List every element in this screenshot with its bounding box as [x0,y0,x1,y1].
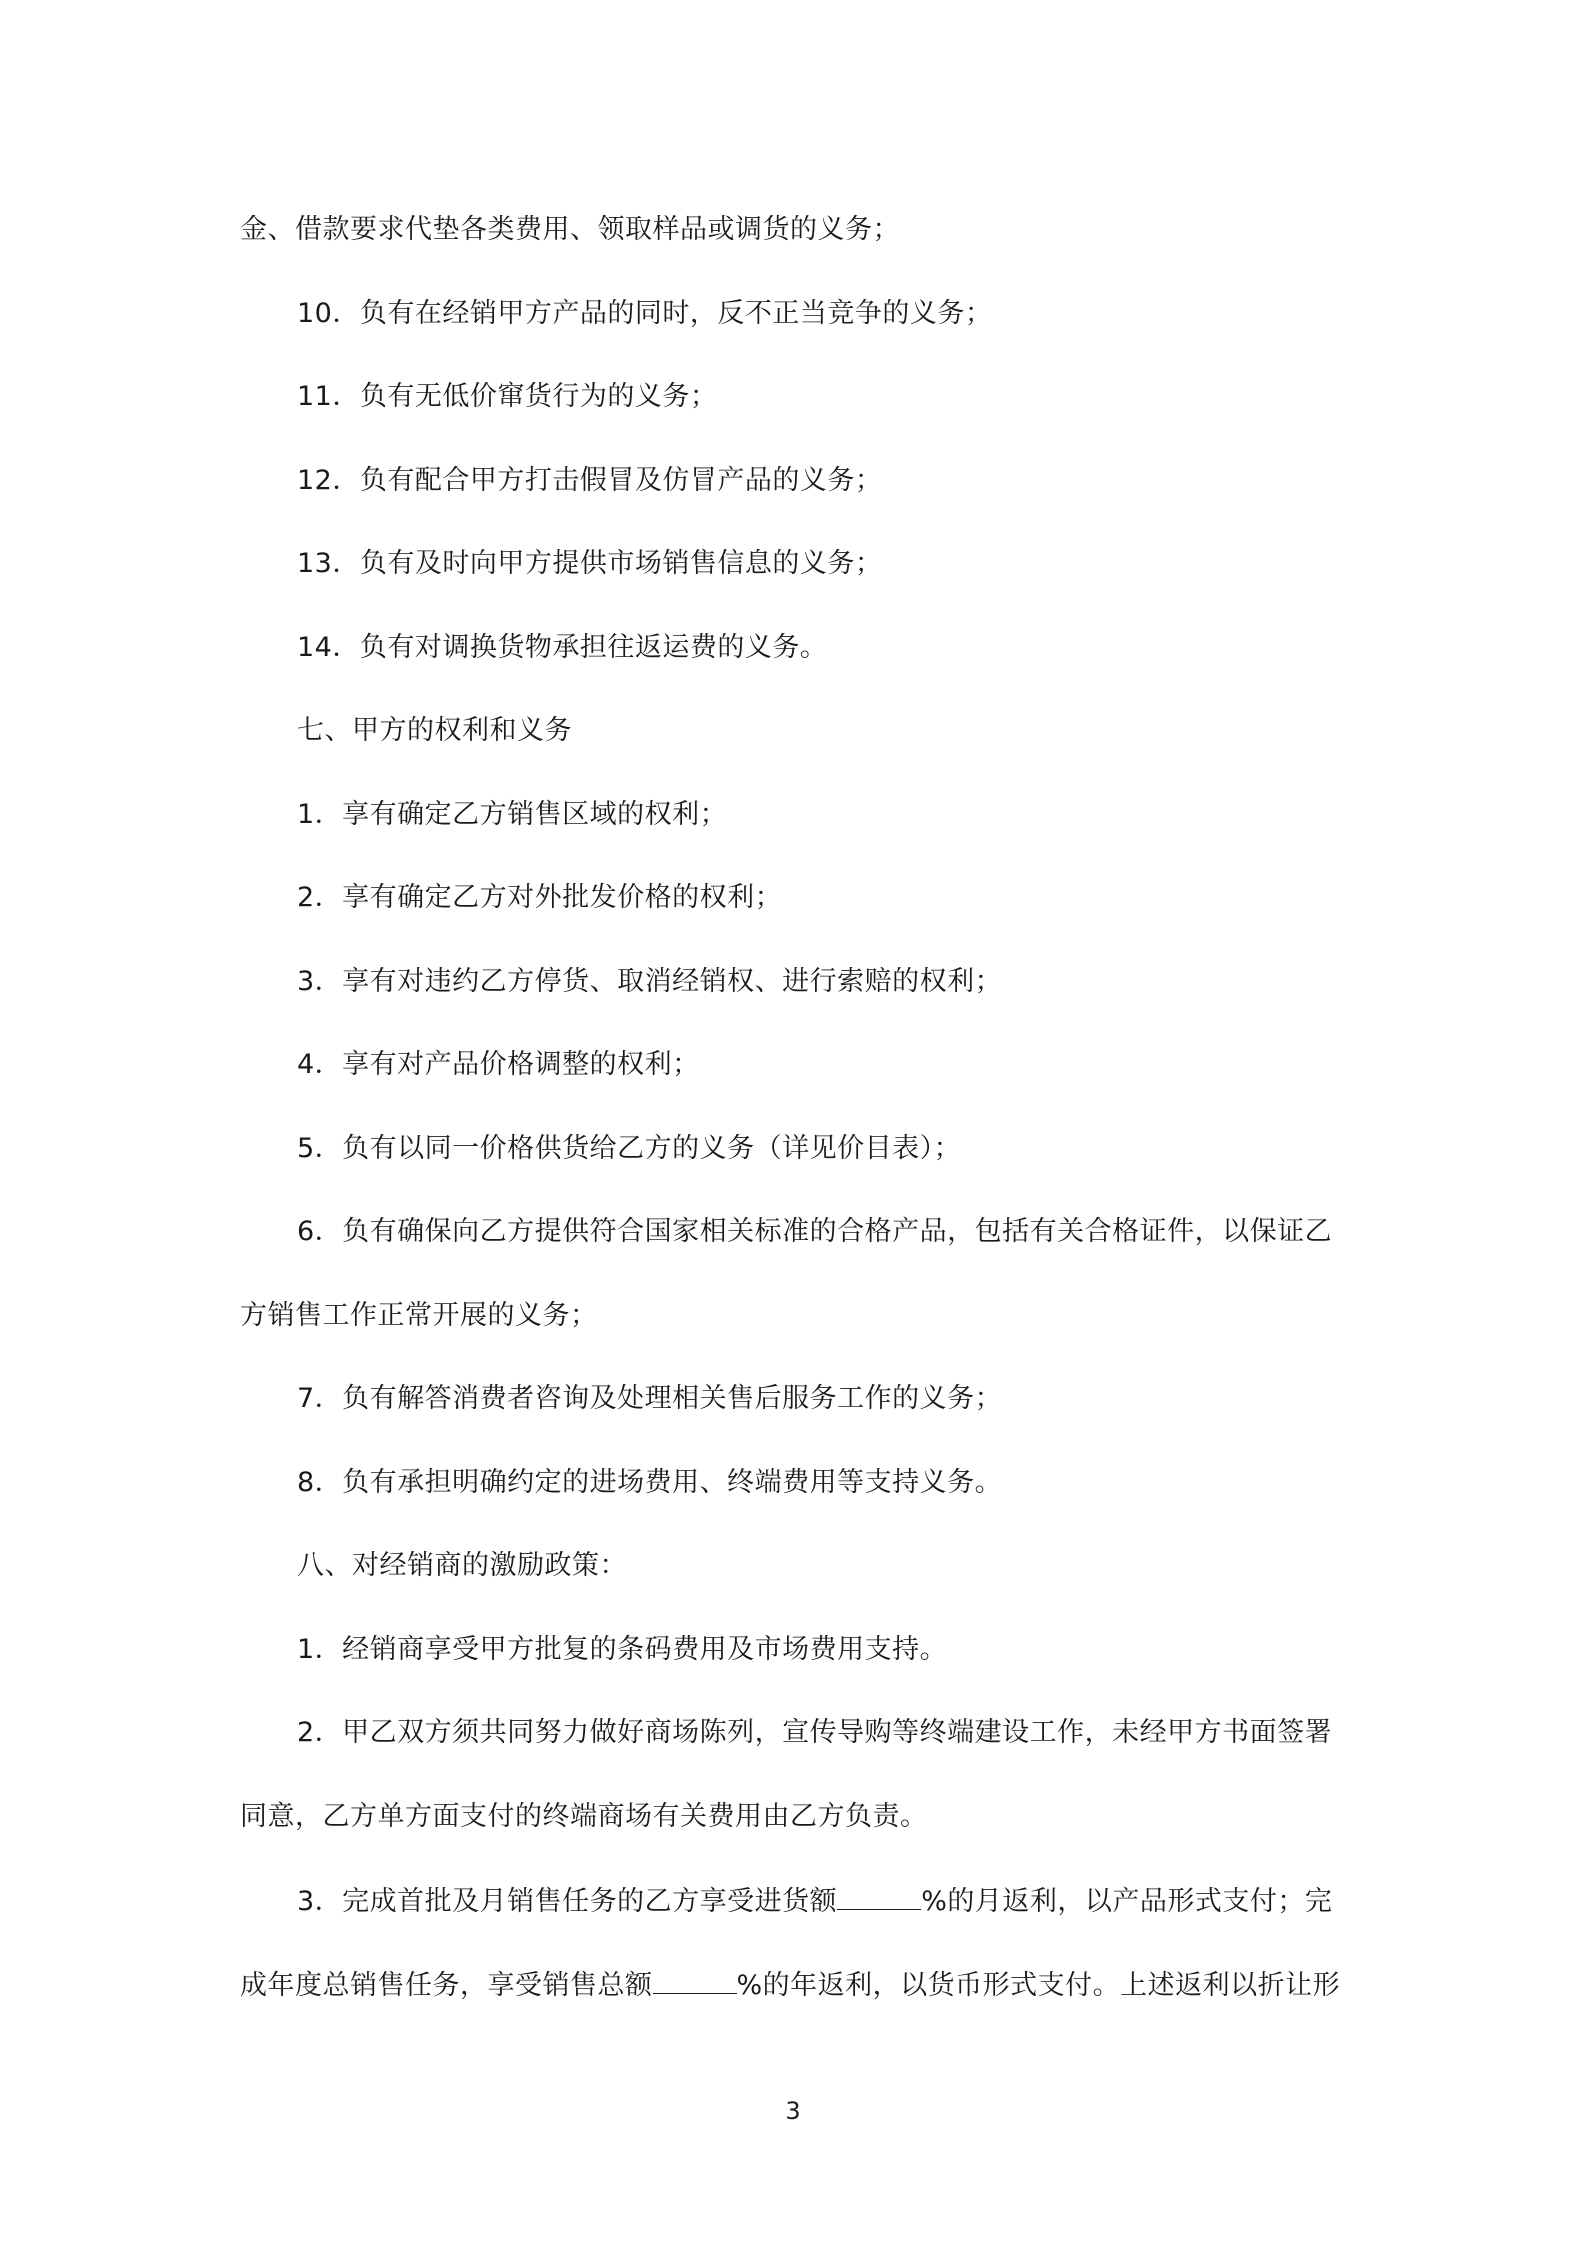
document-body [240,205,1360,2042]
incentive-clause-3-cont-text-b: %的年返利，以货币形式支付。上述返利以折让形 [736,1969,1341,2001]
party-a-clause-8: 8．负有承担明确约定的进场费用、终端费用等支持义务。 [297,1466,1003,1498]
clause-12: 12．负有配合甲方打击假冒及仿冒产品的义务； [297,464,883,496]
clause-10: 10．负有在经销甲方产品的同时，反不正当竞争的义务； [297,297,993,329]
party-a-clause-1: 1．享有确定乙方销售区域的权利； [297,798,728,830]
party-a-clause-4: 4．享有对产品价格调整的权利； [297,1049,700,1080]
clause-11: 11．负有无低价窜货行为的义务； [297,381,718,412]
party-a-clause-6-cont: 方销售工作正常开展的义务； [240,1299,598,1331]
incentive-clause-3 [240,1875,1360,1959]
clause-14: 14．负有对调换货物承担往返运费的义务。 [297,631,828,663]
annual-rebate-blank[interactable] [653,1959,737,1994]
incentive-clause-2-cont: 同意，乙方单方面支付的终端商场有关费用由乙方负责。 [240,1800,928,1832]
incentive-clause-3-text-b: %的月返利，以产品形式支付；完 [921,1886,1333,1917]
incentive-clause-1: 1．经销商享受甲方批复的条码费用及市场费用支持。 [297,1633,948,1665]
monthly-rebate-blank[interactable] [837,1875,921,1910]
incentive-clause-2: 2．甲乙双方须共同努力做好商场陈列，宣传导购等终端建设工作，未经甲方书面签署 [297,1717,1333,1748]
page-number: 3 [785,2097,801,2125]
section-heading-7: 七、甲方的权利和义务 [297,715,572,746]
clause-13: 13．负有及时向甲方提供市场销售信息的义务； [297,548,883,579]
text-line: 金、借款要求代垫各类费用、领取样品或调货的义务； [240,214,900,245]
party-a-clause-2: 2．享有确定乙方对外批发价格的权利； [297,882,783,913]
party-a-clause-6: 6．负有确保向乙方提供符合国家相关标准的合格产品，包括有关合格证件，以保证乙 [297,1216,1333,1247]
incentive-clause-3-text-a: 3．完成首批及月销售任务的乙方享受进货额 [297,1886,838,1917]
incentive-clause-3-cont-text-a: 成年度总销售任务，享受销售总额 [240,1969,653,2001]
party-a-clause-3: 3．享有对违约乙方停货、取消经销权、进行索赔的权利； [297,965,1003,997]
section-heading-8: 八、对经销商的激励政策： [297,1550,627,1581]
incentive-clause-3-cont [240,1959,1360,2043]
party-a-clause-7: 7．负有解答消费者咨询及处理相关售后服务工作的义务； [297,1383,1003,1414]
party-a-clause-5: 5．负有以同一价格供货给乙方的义务（详见价目表）； [297,1132,962,1164]
